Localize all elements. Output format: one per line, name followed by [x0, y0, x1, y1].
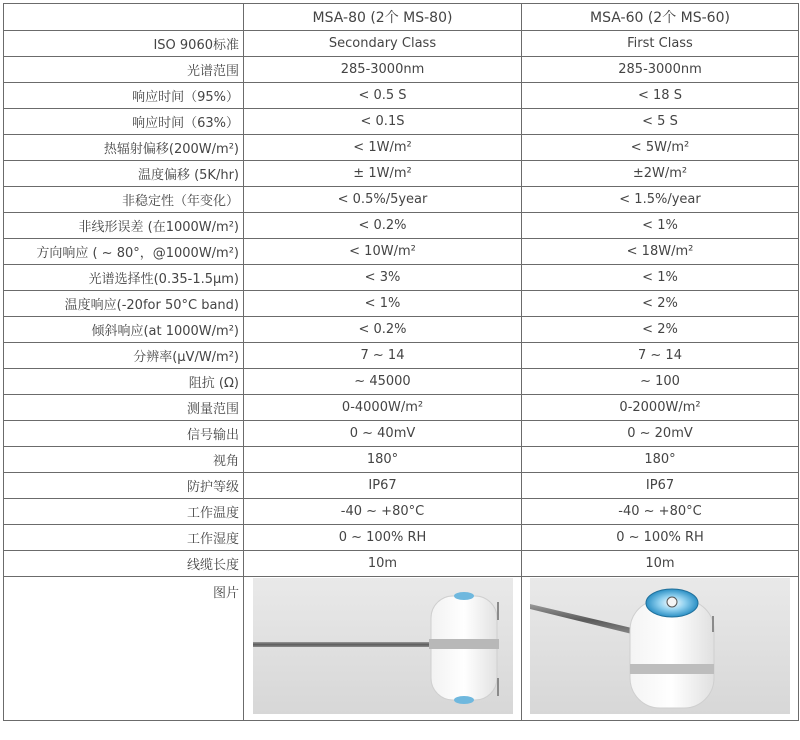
- spec-label: 非稳定性（年变化）: [4, 187, 244, 213]
- spec-value-msa-60: < 2%: [522, 317, 799, 343]
- msa-80-sensor-icon: [253, 578, 513, 714]
- spec-value-msa-60: < 1%: [522, 265, 799, 291]
- spec-value-msa-60: 0-2000W/m²: [522, 395, 799, 421]
- picture-label: 图片: [4, 577, 244, 721]
- spec-label: 工作湿度: [4, 525, 244, 551]
- spec-label: 分辨率(μV/W/m²): [4, 343, 244, 369]
- spec-value-msa-80: 10m: [244, 551, 522, 577]
- spec-value-msa-80: < 1W/m²: [244, 135, 522, 161]
- spec-value-msa-80: < 0.2%: [244, 213, 522, 239]
- spec-value-msa-60: < 18W/m²: [522, 239, 799, 265]
- spec-row: [4, 395, 799, 421]
- spec-label: 响应时间（95%）: [4, 83, 244, 109]
- spec-table: [3, 3, 799, 721]
- spec-value-msa-60: First Class: [522, 31, 799, 57]
- spec-value-msa-60: < 2%: [522, 291, 799, 317]
- msa-80-sensor-photo: [253, 578, 513, 714]
- spec-label: 阻抗 (Ω): [4, 369, 244, 395]
- spec-label: 测量范围: [4, 395, 244, 421]
- spec-label: 热辐射偏移(200W/m²): [4, 135, 244, 161]
- spec-label: 非线形误差 (在1000W/m²): [4, 213, 244, 239]
- spec-value-msa-60: 180°: [522, 447, 799, 473]
- spec-label: 响应时间（63%）: [4, 109, 244, 135]
- spec-row: [4, 213, 799, 239]
- spec-label: 防护等级: [4, 473, 244, 499]
- spec-value-msa-80: < 0.2%: [244, 317, 522, 343]
- spec-label: 光谱范围: [4, 57, 244, 83]
- spec-row: [4, 421, 799, 447]
- spec-value-msa-80: 180°: [244, 447, 522, 473]
- header-row: [4, 4, 799, 31]
- header-blank: [4, 4, 244, 31]
- spec-value-msa-80: 7 ~ 14: [244, 343, 522, 369]
- spec-label: 线缆长度: [4, 551, 244, 577]
- spec-value-msa-60: < 5W/m²: [522, 135, 799, 161]
- spec-value-msa-60: 0 ~ 100% RH: [522, 525, 799, 551]
- msa-60-sensor-photo: [530, 578, 790, 714]
- spec-value-msa-80: IP67: [244, 473, 522, 499]
- spec-row: [4, 317, 799, 343]
- spec-value-msa-60: ~ 100: [522, 369, 799, 395]
- spec-value-msa-60: ±2W/m²: [522, 161, 799, 187]
- spec-value-msa-80: < 0.5 S: [244, 83, 522, 109]
- spec-row: [4, 31, 799, 57]
- spec-label: 信号输出: [4, 421, 244, 447]
- spec-value-msa-60: 0 ~ 20mV: [522, 421, 799, 447]
- spec-label: 方向响应 ( ~ 80°，@1000W/m²): [4, 239, 244, 265]
- spec-row: [4, 265, 799, 291]
- spec-value-msa-60: 285-3000nm: [522, 57, 799, 83]
- spec-value-msa-80: Secondary Class: [244, 31, 522, 57]
- spec-row: [4, 499, 799, 525]
- spec-value-msa-60: < 1%: [522, 213, 799, 239]
- spec-body: [4, 31, 799, 577]
- spec-label: 视角: [4, 447, 244, 473]
- spec-label: 温度偏移 (5K/hr): [4, 161, 244, 187]
- header-msa-60: MSA-60 (2个 MS-60): [522, 4, 799, 31]
- spec-value-msa-80: 0 ~ 100% RH: [244, 525, 522, 551]
- picture-cell-msa-80: [244, 577, 522, 721]
- spec-row: [4, 369, 799, 395]
- spec-value-msa-80: < 3%: [244, 265, 522, 291]
- spec-label: 工作温度: [4, 499, 244, 525]
- spec-value-msa-80: -40 ~ +80°C: [244, 499, 522, 525]
- picture-cell-msa-60: [522, 577, 799, 721]
- spec-label: 温度响应(-20for 50°C band): [4, 291, 244, 317]
- spec-label: 光谱选择性(0.35-1.5μm): [4, 265, 244, 291]
- spec-label: 倾斜响应(at 1000W/m²): [4, 317, 244, 343]
- spec-value-msa-60: IP67: [522, 473, 799, 499]
- spec-value-msa-60: < 1.5%/year: [522, 187, 799, 213]
- spec-row: [4, 447, 799, 473]
- spec-value-msa-80: < 1%: [244, 291, 522, 317]
- spec-value-msa-60: 10m: [522, 551, 799, 577]
- spec-value-msa-80: < 0.5%/5year: [244, 187, 522, 213]
- spec-row: [4, 187, 799, 213]
- spec-row: [4, 551, 799, 577]
- spec-value-msa-80: ± 1W/m²: [244, 161, 522, 187]
- spec-row: [4, 291, 799, 317]
- spec-value-msa-80: < 0.1S: [244, 109, 522, 135]
- spec-value-msa-60: -40 ~ +80°C: [522, 499, 799, 525]
- spec-value-msa-60: < 5 S: [522, 109, 799, 135]
- spec-row: [4, 161, 799, 187]
- msa-60-sensor-icon: [530, 578, 790, 714]
- spec-row: [4, 109, 799, 135]
- spec-label: ISO 9060标准: [4, 31, 244, 57]
- spec-value-msa-80: < 10W/m²: [244, 239, 522, 265]
- spec-row: [4, 239, 799, 265]
- spec-value-msa-60: 7 ~ 14: [522, 343, 799, 369]
- spec-row: [4, 525, 799, 551]
- spec-row: [4, 83, 799, 109]
- picture-row: [4, 577, 799, 721]
- spec-value-msa-80: 0-4000W/m²: [244, 395, 522, 421]
- spec-row: [4, 135, 799, 161]
- spec-value-msa-80: 0 ~ 40mV: [244, 421, 522, 447]
- spec-value-msa-80: 285-3000nm: [244, 57, 522, 83]
- spec-row: [4, 343, 799, 369]
- spec-row: [4, 473, 799, 499]
- spec-row: [4, 57, 799, 83]
- header-msa-80: MSA-80 (2个 MS-80): [244, 4, 522, 31]
- spec-value-msa-60: < 18 S: [522, 83, 799, 109]
- spec-value-msa-80: ~ 45000: [244, 369, 522, 395]
